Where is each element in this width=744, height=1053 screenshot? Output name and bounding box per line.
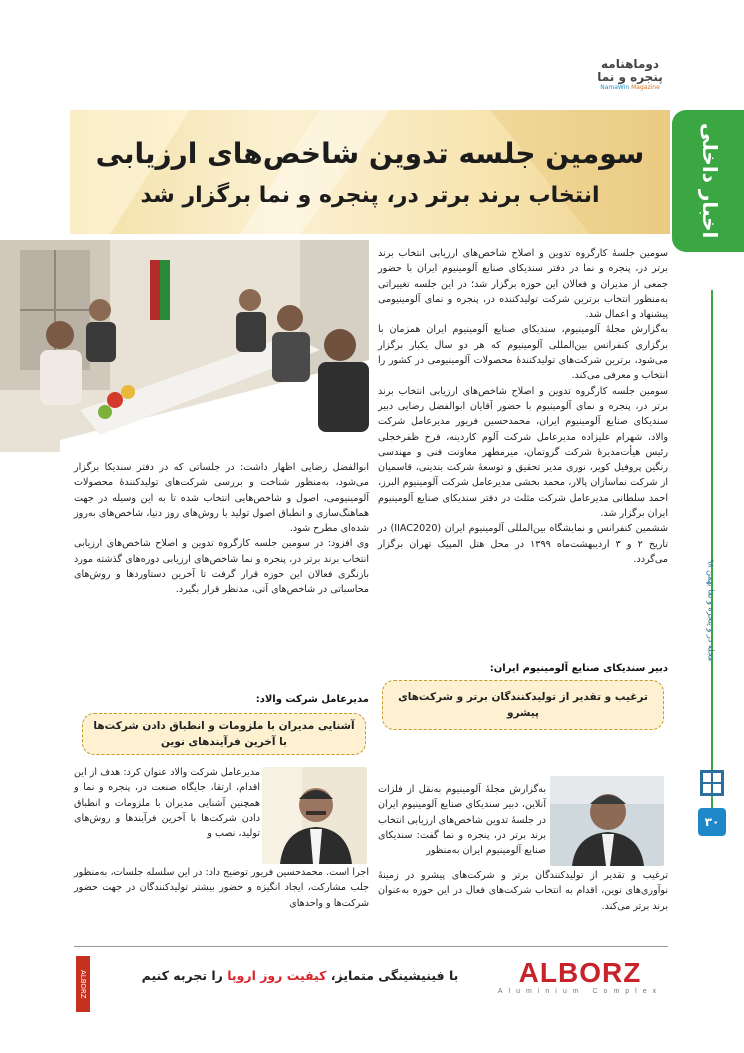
logo-subtitle — [586, 84, 674, 92]
paragraph: سومین جلسه کارگروه تدوین و اصلاح شاخص‌های ارزیابی انتخاب برند برتر در، پنجره و نمای آلومینیوم با حضور آقایان ابوالفضل رضایی دبیر سندیکای صنایع آلومینیوم ایران، محمدحسین فریور مدیرعامل شرکت والاد، شهرام علیزاده مدیرعامل شرکت آلوم کاردینه، فرخ ظفرخجلی رئیس هیأت‌مدیرۀ شرکت گروتمان، میرمطهر معاونت فنی و مهندسی رنگین پروفیل کویر، نوری مدیر تحقیق و توسعۀ شرکت بندینی، قاسمیان از شرکت نماسازان پالار، محمد بخشی مدیرعامل شرکت آلومینیوم البرز، احمد سلطانی مدیرعامل شرکت مثلث در دفتر سندیکای صنایع آلومینیوم ایران برگزار شد. — [378, 385, 668, 520]
ad-slogan — [110, 968, 490, 983]
magazine-logo — [586, 57, 674, 91]
portrait-farivar — [262, 767, 367, 864]
right-callout: ترغیب و تقدیر از تولیدکنندگان برتر و شرکت‌های پیشرو — [382, 680, 664, 730]
window-icon — [698, 768, 726, 798]
meeting-photo — [0, 240, 369, 452]
logo-sub-a: NamaWin — [600, 84, 630, 91]
paragraph: ششمین کنفرانس و نمایشگاه بین‌المللی آلومینیوم ایران (IIAC2020) در تاریخ ۲ و ۳ اردیبهشت‌ماه ۱۳۹۹ در محل هتل المپیک تهران برگزار می‌گردد. — [378, 523, 669, 565]
brand-part-b: RZ — [602, 957, 642, 988]
right-subheading: دبیر سندیکای صنایع آلومینیوم ایران: — [489, 663, 668, 674]
article-right-column — [378, 246, 668, 664]
ad-divider — [74, 946, 668, 947]
article-subtitle: انتخاب برند برتر در، پنجره و نما برگزار شد — [140, 183, 600, 208]
section-tab-label: اخبار داخلی — [698, 123, 722, 239]
ad-side-tag: ALBORZ — [76, 956, 90, 1012]
title-band-decoration — [70, 110, 670, 234]
ad-slogan-a: با فینیشینگی متمایز، — [330, 968, 459, 983]
article-title: سومین جلسه تدوین شاخص‌های ارزیابی — [95, 137, 645, 170]
logo-title: دوماهنامه پنجره و نما — [597, 57, 663, 84]
alborz-logo — [494, 958, 666, 1006]
logo-sub-b: Magazine — [631, 84, 660, 91]
left-subheading: مدیرعامل شرکت والاد: — [255, 694, 369, 705]
left-callout: آشنایی مدیران با ملزومات و انطباق دادن شرکت‌ها با آخرین فرآیندهای نوین — [82, 713, 366, 755]
paragraph: وی افزود: در سومین جلسه کارگروه تدوین و اصلاح شاخص‌های ارزیابی انتخاب برند برتر در، پنجره و نما شاخص‌های ارزیابی دوره‌های گذشته مورد بازنگری فعالان این حوزه قرار گرفت تا آخرین دستاوردها و روش‌های محاسباتی در شاخص‌های آتی، مدنظر قرار بگیرد. — [74, 538, 369, 596]
portrait-rezaei — [550, 776, 664, 866]
paragraph: به‌گزارش مجلۀ آلومینیوم، سندیکای صنایع آلومینیوم ایران همزمان با برگزاری کنفرانس بین‌المللی آلومینیوم که هر دو سال یکبار برگزار می‌شود، برترین شرکت‌های تولیدکنندۀ محصولات آلومینیومی در کشور را انتخاب و معرفی می‌کند. — [378, 324, 668, 382]
alborz-subtitle: Aluminium Complex — [497, 988, 663, 995]
alborz-wordmark — [494, 958, 666, 988]
article-left-column — [74, 460, 369, 670]
left-interview-text-a: مدیرعامل شرکت والاد عنوان کرد: هدف از این اقدام، ارتقا، جایگاه صنعت در، پنجره و نما و همچنین آشنایی مدیران با ملزومات و انطباق دادن شرکت‌ها با آخرین فرآیندها و روش‌های تولید، نصب و — [74, 767, 260, 840]
page-number: ۳۰ — [698, 808, 726, 836]
ad-slogan-b: را تجربه کنیم — [141, 968, 223, 983]
brand-part-o: O — [579, 957, 602, 988]
paragraph: ابوالفضل رضایی اظهار داشت: در جلساتی که در دفتر سندیکا برگزار می‌شود، به‌منظور شناخت و بررسی شرکت‌های تولیدکنندۀ محصولات آلومینیومی، اصول و شاخص‌هایی انتخاب شده تا به این وسیله در جهت هماهنگ‌سازی و انطباق اصول تولید با روش‌های روز دنیا، شاخص‌های به‌روز شده‌ای مطرح شود. — [74, 462, 369, 535]
right-interview-text-a: به‌گزارش مجلۀ آلومینیوم به‌نقل از فلزات آنلاین، دبیر سندیکای صنایع آلومینیوم ایران در جلسۀ تدوین شاخص‌های ارزیابی انتخاب برند برتر در، پنجره و نما گفت: سندیکای صنایع آلومینیوم ایران به‌منظور — [378, 784, 546, 857]
right-interview-text-b: ترغیب و تقدیر از تولیدکنندگان برتر و شرکت‌های پیشرو در زمینۀ نوآوری‌های نوین، اقدام به انتخاب شرکت‌های فعال در این حوزه به‌عنوان برند برتر می‌کند. — [378, 870, 668, 912]
issue-label: مجله در و پنجره و نما بهمن ۹۸ — [706, 558, 716, 662]
ad-slogan-highlight: کیفیت روز اروپا — [227, 968, 327, 983]
left-interview-text-b: اجرا است. محمدحسین فریور توضیح داد: در این سلسله جلسات، به‌منظور جلب مشارکت، ایجاد انگیزه و حضور بیشتر تولیدکنندگان در جهت حضور شرکت‌ها و واحدهای — [74, 867, 369, 909]
paragraph: سومین جلسۀ کارگروه تدوین و اصلاح شاخص‌های ارزیابی انتخاب برند برتر در، پنجره و نما در دفتر سندیکای صنایع آلومینیوم ایران با حضور جمعی از مدیران و فعالان این حوزه برگزار شد؛ در این جلسه تغییراتی به‌منظور انتخاب برترین شرکت تولیدکننده در، پنجره و نمای آلومینیومی پیشنهاد و اعمال شد. — [378, 248, 668, 321]
brand-part-a: ALB — [518, 957, 580, 988]
